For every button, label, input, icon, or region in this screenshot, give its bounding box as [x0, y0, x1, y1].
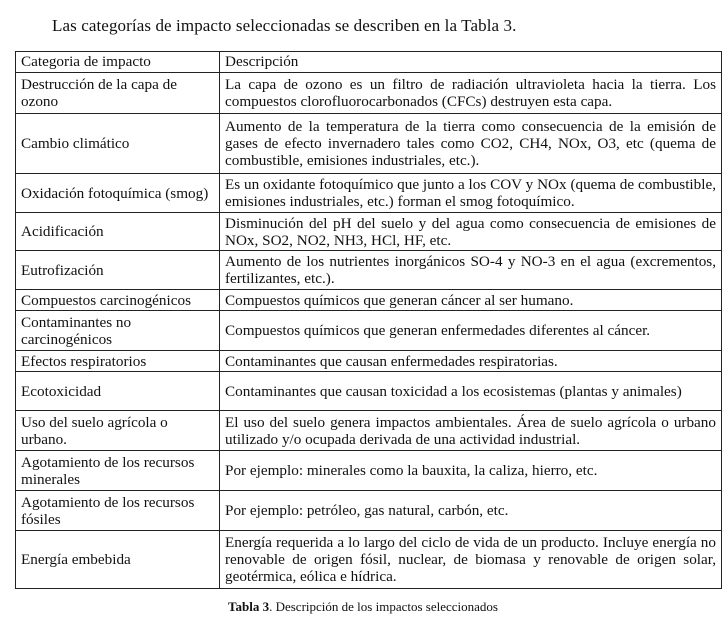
table-row: [16, 213, 722, 251]
row-category: Energía embebida: [16, 531, 220, 589]
row-category: Oxidación fotoquímica (smog): [16, 174, 220, 213]
row-description: La capa de ozono es un filtro de radiación ultravioleta hacia la tierra. Los compuestos clorofluorocarbonados (CFCs) destruyen esta capa.: [220, 73, 722, 114]
row-description: Compuestos químicos que generan cáncer al ser humano.: [220, 290, 722, 311]
table-row: [16, 73, 722, 114]
table-row: [16, 451, 722, 491]
row-description: Compuestos químicos que generan enfermedades diferentes al cáncer.: [220, 311, 722, 351]
row-description: Por ejemplo: minerales como la bauxita, la caliza, hierro, etc.: [220, 451, 722, 491]
header-description: Descripción: [220, 52, 722, 73]
table-row: [16, 114, 722, 174]
row-category: Uso del suelo agrícola o urbano.: [16, 411, 220, 451]
row-category: Acidificación: [16, 213, 220, 251]
header-category: Categoria de impacto: [16, 52, 220, 73]
row-category: Compuestos carcinogénicos: [16, 290, 220, 311]
row-category: Destrucción de la capa de ozono: [16, 73, 220, 114]
table-row: [16, 372, 722, 411]
caption-text: . Descripción de los impactos seleccionados: [269, 599, 498, 614]
row-description: El uso del suelo genera impactos ambientales. Área de suelo agrícola o urbano utilizado y/o ocupada derivada de una actividad industrial.: [220, 411, 722, 451]
row-description: Contaminantes que causan enfermedades respiratorias.: [220, 351, 722, 372]
row-category: Eutrofización: [16, 251, 220, 290]
row-category: Agotamiento de los recursos fósiles: [16, 491, 220, 531]
table-row: [16, 251, 722, 290]
row-category: Contaminantes no carcinogénicos: [16, 311, 220, 351]
row-category: Ecotoxicidad: [16, 372, 220, 411]
row-description: Energía requerida a lo largo del ciclo de vida de un producto. Incluye energía no renovable de origen fósil, nuclear, de biomasa y renovable de origen solar, geotérmica, eólica e hídrica.: [220, 531, 722, 589]
table-header-row: [16, 52, 722, 73]
caption-label: Tabla 3: [228, 599, 270, 614]
impact-categories-table: [15, 51, 722, 589]
row-category: Cambio climático: [16, 114, 220, 174]
row-category: Efectos respiratorios: [16, 351, 220, 372]
row-description: Aumento de la temperatura de la tierra como consecuencia de la emisión de gases de efecto invernadero tales como CO2, CH4, NOx, O3, etc (quema de combustible, emisiones industriales, etc.).: [220, 114, 722, 174]
row-description: Es un oxidante fotoquímico que junto a los COV y NOx (quema de combustible, emisiones industriales, etc.) forman el smog fotoquímico.: [220, 174, 722, 213]
table-row: [16, 491, 722, 531]
table-row: [16, 290, 722, 311]
table-row: [16, 531, 722, 589]
row-description: Por ejemplo: petróleo, gas natural, carbón, etc.: [220, 491, 722, 531]
table-caption: [0, 599, 726, 615]
row-description: Contaminantes que causan toxicidad a los ecosistemas (plantas y animales): [220, 372, 722, 411]
row-category: Agotamiento de los recursos minerales: [16, 451, 220, 491]
intro-paragraph: Las categorías de impacto seleccionadas se describen en la Tabla 3.: [52, 16, 517, 35]
table-row: [16, 174, 722, 213]
table-row: [16, 351, 722, 372]
row-description: Aumento de los nutrientes inorgánicos SO-4 y NO-3 en el agua (excrementos, fertilizantes, etc.).: [220, 251, 722, 290]
row-description: Disminución del pH del suelo y del agua como consecuencia de emisiones de NOx, SO2, NO2, NH3, HCl, HF, etc.: [220, 213, 722, 251]
table-row: [16, 411, 722, 451]
table-row: [16, 311, 722, 351]
